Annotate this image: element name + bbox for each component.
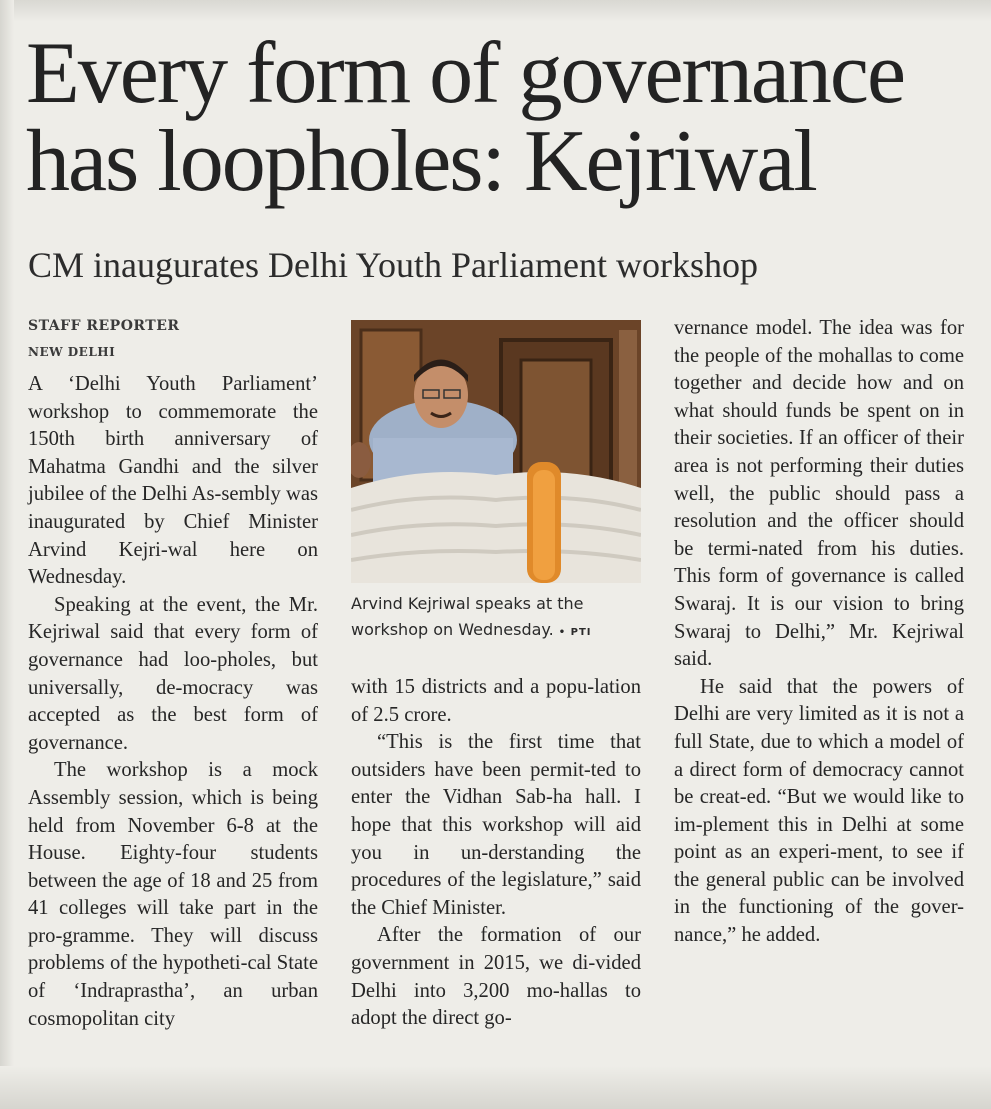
paragraph: After the formation of our government in 2015, we di-vided Delhi into 3,200 mo-hallas to adopt the direct go- [351, 924, 641, 1030]
photo-credit: • PTI [558, 627, 592, 638]
paragraph: “This is the first time that outsiders have been permit-ted to enter the Vidhan Sab-ha hall. I hope that this workshop will aid you in un-derstanding the procedures of the legislature,” said the Chief Minister. [351, 731, 641, 919]
article-photo [351, 320, 641, 583]
page-edge-left [0, 0, 14, 1109]
paragraph: vernance model. The idea was for the people of the mohallas to come together and decide how and on what should funds be spent on in their societies. If an officer of their area is not performing their duties well, the public should pass a resolution and the officer should be termi-nated from his duties. This form of governance is called Swaraj. It is our vision to bring Swaraj to Delhi,” Mr. Kejriwal said. [674, 317, 964, 671]
paragraph: with 15 districts and a popu-lation of 2.5 crore. [351, 676, 641, 726]
headline-line-2: has loopholes: Kejriwal [26, 113, 816, 210]
paragraph: The workshop is a mock Assembly session, which is being held from November 6-8 at the House. Eighty-four students between the age of 18 and 25 from 41 colleges will take part in the pro-gramme. They will discuss problems of the hypotheti-cal State of ‘Indraprastha’, an urban cosmopolitan city [28, 759, 318, 1030]
column-2 [351, 674, 641, 1033]
photo-caption [351, 591, 651, 646]
photo-illustration [351, 320, 641, 583]
page-edge-bottom [0, 1066, 991, 1109]
paragraph: A ‘Delhi Youth Parliament’ workshop to commemorate the 150th birth anniversary of Mahatma Gandhi and the silver jubilee of the Delhi As-sembly was inaugurated by Chief Minister Arvind Kejri-wal here on Wednesday. [28, 373, 318, 589]
headline-line-1: Every form of governance [26, 25, 905, 122]
headline [26, 25, 966, 210]
column-3 [674, 315, 964, 950]
subheadline: CM inaugurates Delhi Youth Parliament workshop [28, 245, 758, 285]
caption-text: Arvind Kejriwal speaks at the workshop on Wednesday. [351, 594, 584, 639]
column-1 [28, 371, 318, 1033]
paragraph: Speaking at the event, the Mr. Kejriwal said that every form of governance had loo-pholes, but universally, de-mocracy was accepted as the best form of governance. [28, 593, 318, 754]
byline: STAFF REPORTER [28, 318, 180, 334]
page-edge-top [0, 0, 991, 22]
paragraph: He said that the powers of Delhi are very limited as it is not a full State, due to which a model of a direct form of democracy cannot be creat-ed. “But we would like to im-plement this in Delhi at some point as an experi-ment, to see if the general public can be involved in the functioning of the gover-nance,” he added. [674, 675, 964, 947]
dateline: NEW DELHI [28, 345, 116, 359]
